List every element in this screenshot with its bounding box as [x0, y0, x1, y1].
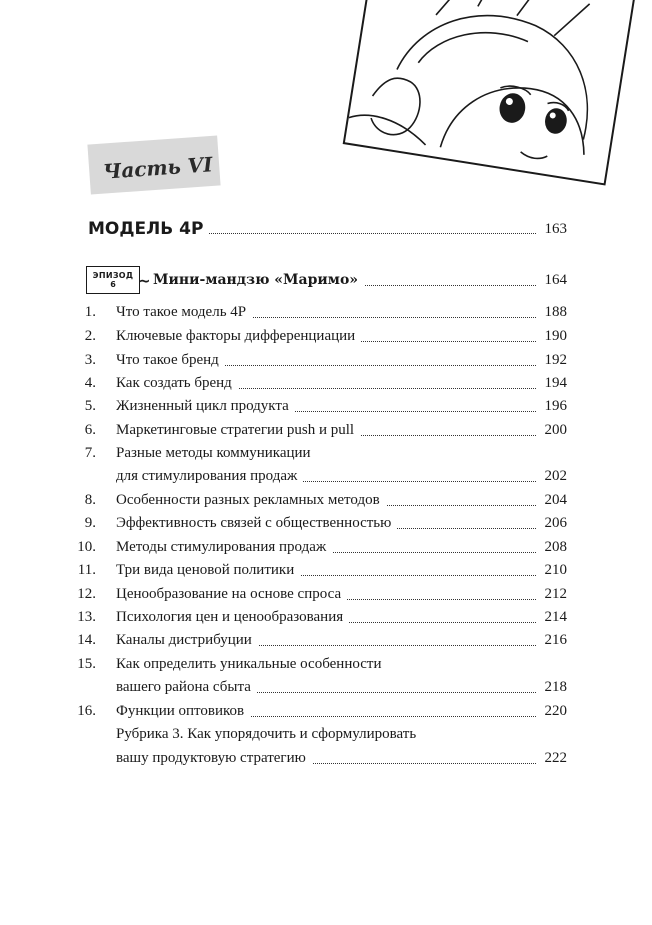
entry-title: Как определить уникальные особенности [116, 656, 387, 673]
entry-page-number: 200 [537, 422, 567, 439]
entry-title: Функции оптовиков [116, 703, 250, 720]
entry-page-number: 204 [537, 492, 567, 509]
toc-entry[interactable] [0, 328, 652, 350]
entry-number: 9. [84, 515, 96, 531]
toc-entry[interactable] [0, 422, 652, 444]
episode-title: Мини-мандзю «Маримо» [153, 272, 364, 288]
entry-title-continued: для стимулирования продаж [116, 468, 303, 485]
entry-number: 16. [77, 703, 96, 719]
entry-title: Разные методы коммуникации [116, 445, 317, 462]
entry-title: Маркетинговые стратегии push и pull [116, 422, 360, 439]
entry-number: 14. [77, 632, 96, 648]
toc-entry[interactable] [0, 632, 652, 654]
entry-number: 4. [84, 375, 96, 391]
toc-entry-second-line[interactable] [0, 679, 652, 701]
entry-number: 7. [84, 445, 96, 461]
entry-number: 10. [77, 539, 96, 555]
entry-number: 11. [77, 562, 96, 578]
dot-leader [200, 233, 564, 234]
entry-title: Как создать бренд [116, 375, 238, 392]
entry-title: Жизненный цикл продукта [116, 398, 295, 415]
entry-title: Три вида ценовой политики [116, 562, 300, 579]
entry-page-number: 212 [537, 586, 567, 603]
toc-entry-first-line[interactable] [0, 445, 652, 467]
manga-illustration [343, 0, 638, 186]
episode-word: ЭПИЗОД [92, 271, 134, 280]
toc-entry[interactable] [0, 304, 652, 326]
entry-page-number: 194 [537, 375, 567, 392]
entry-title: Эффективность связей с общественностью [116, 515, 397, 532]
entry-page-number: 196 [537, 398, 567, 415]
entry-page-number: 220 [537, 703, 567, 720]
toc-entry-first-line[interactable] [0, 656, 652, 678]
toc-entry[interactable] [0, 375, 652, 397]
toc-rubric-second-line[interactable] [0, 750, 652, 772]
episode-number: 6 [110, 280, 116, 289]
toc-entry[interactable] [0, 352, 652, 374]
entry-title: Каналы дистрибуции [116, 632, 258, 649]
toc-entry[interactable] [0, 539, 652, 561]
toc-rubric-first-line[interactable] [0, 726, 652, 748]
section-title: МОДЕЛЬ 4P [88, 219, 209, 239]
entry-number: 6. [84, 422, 96, 438]
entry-title: Ценообразование на основе спроса [116, 586, 347, 603]
entry-page-number: 218 [537, 679, 567, 696]
toc-entry-second-line[interactable] [0, 468, 652, 490]
entry-number: 2. [84, 328, 96, 344]
entry-number: 5. [84, 398, 96, 414]
rubric-title-continued: вашу продуктовую стратегию [116, 750, 312, 767]
toc-entry[interactable] [0, 703, 652, 725]
entry-title: Методы стимулирования продаж [116, 539, 332, 556]
section-page-number: 163 [537, 221, 567, 238]
entry-page-number: 206 [537, 515, 567, 532]
entry-page-number: 190 [537, 328, 567, 345]
entry-page-number: 216 [537, 632, 567, 649]
episode-arrow-icon: ~ [138, 272, 151, 290]
entry-page-number: 214 [537, 609, 567, 626]
toc-entry[interactable] [0, 609, 652, 631]
rubric-page-number: 222 [537, 750, 567, 767]
entry-number: 15. [77, 656, 96, 672]
entry-number: 1. [84, 304, 96, 320]
toc-entry[interactable] [0, 398, 652, 420]
part-label: Часть VI [102, 152, 214, 184]
entry-title-continued: вашего района сбыта [116, 679, 257, 696]
entry-page-number: 188 [537, 304, 567, 321]
entry-number: 13. [77, 609, 96, 625]
entry-number: 8. [84, 492, 96, 508]
entry-title: Особенности разных рекламных методов [116, 492, 386, 509]
section-heading-row[interactable] [0, 219, 652, 241]
episode-page-number: 164 [537, 272, 567, 289]
entry-number: 12. [77, 586, 96, 602]
entry-title: Психология цен и ценообразования [116, 609, 349, 626]
entry-number: 3. [84, 352, 96, 368]
toc-entry[interactable] [0, 562, 652, 584]
entry-page-number: 202 [537, 468, 567, 485]
toc-entry[interactable] [0, 586, 652, 608]
episode-row[interactable] [0, 272, 652, 294]
entry-title: Что такое модель 4P [116, 304, 252, 321]
entry-title: Ключевые факторы дифференциации [116, 328, 361, 345]
entry-title: Что такое бренд [116, 352, 225, 369]
entry-page-number: 192 [537, 352, 567, 369]
toc-entry[interactable] [0, 492, 652, 514]
entry-page-number: 208 [537, 539, 567, 556]
toc-entry[interactable] [0, 515, 652, 537]
entry-page-number: 210 [537, 562, 567, 579]
rubric-title: Рубрика 3. Как упорядочить и сформулировать [116, 726, 422, 743]
